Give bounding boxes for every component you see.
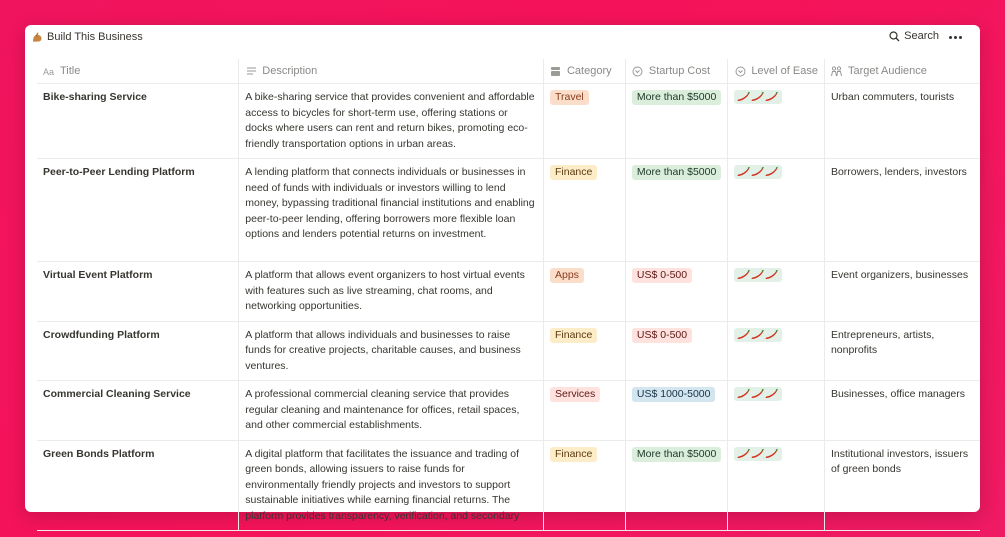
- cell-category[interactable]: [543, 262, 625, 322]
- chili-pepper-icon: [734, 268, 782, 282]
- column-header-title[interactable]: Aa Title: [37, 59, 239, 84]
- startup-cost-tag: US$ 0-500: [632, 268, 692, 283]
- chili-pepper-icon: [734, 387, 782, 401]
- table-row[interactable]: [37, 440, 980, 531]
- startup-cost-tag: More than $5000: [632, 165, 721, 180]
- cell-category[interactable]: [543, 440, 625, 531]
- cell-title[interactable]: Green Bonds Platform: [37, 440, 239, 531]
- category-tag: Apps: [550, 268, 584, 283]
- column-header-target-audience[interactable]: Target Audience: [824, 59, 980, 84]
- circle-chevron-icon: [734, 65, 746, 77]
- cell-target-audience[interactable]: Borrowers, lenders, investors: [824, 159, 980, 262]
- more-options-icon[interactable]: [949, 34, 962, 39]
- table-header-row: [37, 59, 980, 84]
- cell-category[interactable]: [543, 381, 625, 441]
- cell-title[interactable]: Bike-sharing Service: [37, 84, 239, 159]
- cell-description[interactable]: A bike-sharing service that provides convenient and affordable access to bicycles for short-term use, offering stations or docks where users can rent and return bikes, promoting eco-friendly transportation options in urban areas.: [239, 84, 544, 159]
- category-tag: Finance: [550, 328, 597, 343]
- cell-level-of-ease[interactable]: [728, 381, 825, 441]
- cell-level-of-ease[interactable]: [728, 321, 825, 381]
- table-row[interactable]: [37, 321, 980, 381]
- cell-target-audience[interactable]: Institutional investors, issuers of green bonds: [824, 440, 980, 531]
- startup-cost-tag: More than $5000: [632, 90, 721, 105]
- category-tag: Finance: [550, 447, 597, 462]
- cell-description[interactable]: A platform that allows individuals and businesses to raise funds for creative projects, charitable causes, and business ventures.: [239, 321, 544, 381]
- cell-startup-cost[interactable]: [625, 321, 727, 381]
- cell-title[interactable]: Peer-to-Peer Lending Platform: [37, 159, 239, 262]
- cell-description[interactable]: A professional commercial cleaning service that provides regular cleaning and maintenance for offices, retail spaces, and other commercial establishments.: [239, 381, 544, 441]
- database-icon: [550, 65, 562, 77]
- cell-startup-cost[interactable]: [625, 262, 727, 322]
- search-button[interactable]: [889, 30, 939, 42]
- startup-cost-tag: More than $5000: [632, 447, 721, 462]
- text-type-icon: [43, 65, 55, 77]
- table-row[interactable]: [37, 381, 980, 441]
- search-icon: [889, 31, 900, 42]
- startup-cost-tag: US$ 1000-5000: [632, 387, 716, 402]
- top-bar: [25, 25, 980, 51]
- category-tag: Services: [550, 387, 600, 402]
- database-title-text: Build This Business: [47, 31, 143, 43]
- startup-cost-tag: US$ 0-500: [632, 328, 692, 343]
- cell-description[interactable]: A digital platform that facilitates the issuance and trading of green bonds, allowing issuers to raise funds for environmentally friendly projects and investors to support sustainable initiatives while earning financial returns. The platform provides transparency, verification, and secondary: [239, 440, 544, 531]
- chili-pepper-icon: [734, 90, 782, 104]
- flexed-bicep-icon: [31, 31, 43, 43]
- cell-description[interactable]: A platform that allows event organizers to host virtual events with features such as live streaming, chat rooms, and networking opportunities.: [239, 262, 544, 322]
- chili-pepper-icon: [734, 165, 782, 179]
- circle-chevron-icon: [632, 65, 644, 77]
- database-table: [37, 59, 980, 531]
- database-window: [25, 25, 980, 522]
- column-header-level-of-ease[interactable]: Level of Ease: [728, 59, 825, 84]
- cell-target-audience[interactable]: Businesses, office managers: [824, 381, 980, 441]
- cell-category[interactable]: [543, 321, 625, 381]
- database-title[interactable]: [31, 31, 143, 43]
- chili-pepper-icon: [734, 328, 782, 342]
- cell-title[interactable]: Crowdfunding Platform: [37, 321, 239, 381]
- column-header-description[interactable]: Description: [239, 59, 544, 84]
- search-label: Search: [904, 30, 939, 42]
- cell-category[interactable]: [543, 159, 625, 262]
- table-row[interactable]: [37, 262, 980, 322]
- cell-description[interactable]: A lending platform that connects individuals or businesses in need of funds with individuals or investors willing to lend money, bypassing traditional financial institutions and enabling peer-to-peer lending, offering borrowers more flexible loan options and lenders potential returns on investment.: [239, 159, 544, 262]
- cell-category[interactable]: [543, 84, 625, 159]
- cell-target-audience[interactable]: Urban commuters, tourists: [824, 84, 980, 159]
- cell-startup-cost[interactable]: [625, 84, 727, 159]
- table-row[interactable]: [37, 159, 980, 262]
- cell-title[interactable]: Commercial Cleaning Service: [37, 381, 239, 441]
- chili-pepper-icon: [734, 447, 782, 461]
- cell-startup-cost[interactable]: [625, 159, 727, 262]
- category-tag: Finance: [550, 165, 597, 180]
- cell-level-of-ease[interactable]: [728, 84, 825, 159]
- column-header-category[interactable]: Category: [543, 59, 625, 84]
- lines-icon: [245, 65, 257, 77]
- category-tag: Travel: [550, 90, 589, 105]
- cell-level-of-ease[interactable]: [728, 440, 825, 531]
- svg-text:Aa: Aa: [42, 66, 54, 77]
- cell-level-of-ease[interactable]: [728, 262, 825, 322]
- column-header-startup-cost[interactable]: Startup Cost: [625, 59, 727, 84]
- cell-startup-cost[interactable]: [625, 381, 727, 441]
- people-icon: [831, 65, 843, 77]
- cell-title[interactable]: Virtual Event Platform: [37, 262, 239, 322]
- cell-startup-cost[interactable]: [625, 440, 727, 531]
- cell-level-of-ease[interactable]: [728, 159, 825, 262]
- table-row[interactable]: [37, 84, 980, 159]
- cell-target-audience[interactable]: Entrepreneurs, artists, nonprofits: [824, 321, 980, 381]
- cell-target-audience[interactable]: Event organizers, businesses: [824, 262, 980, 322]
